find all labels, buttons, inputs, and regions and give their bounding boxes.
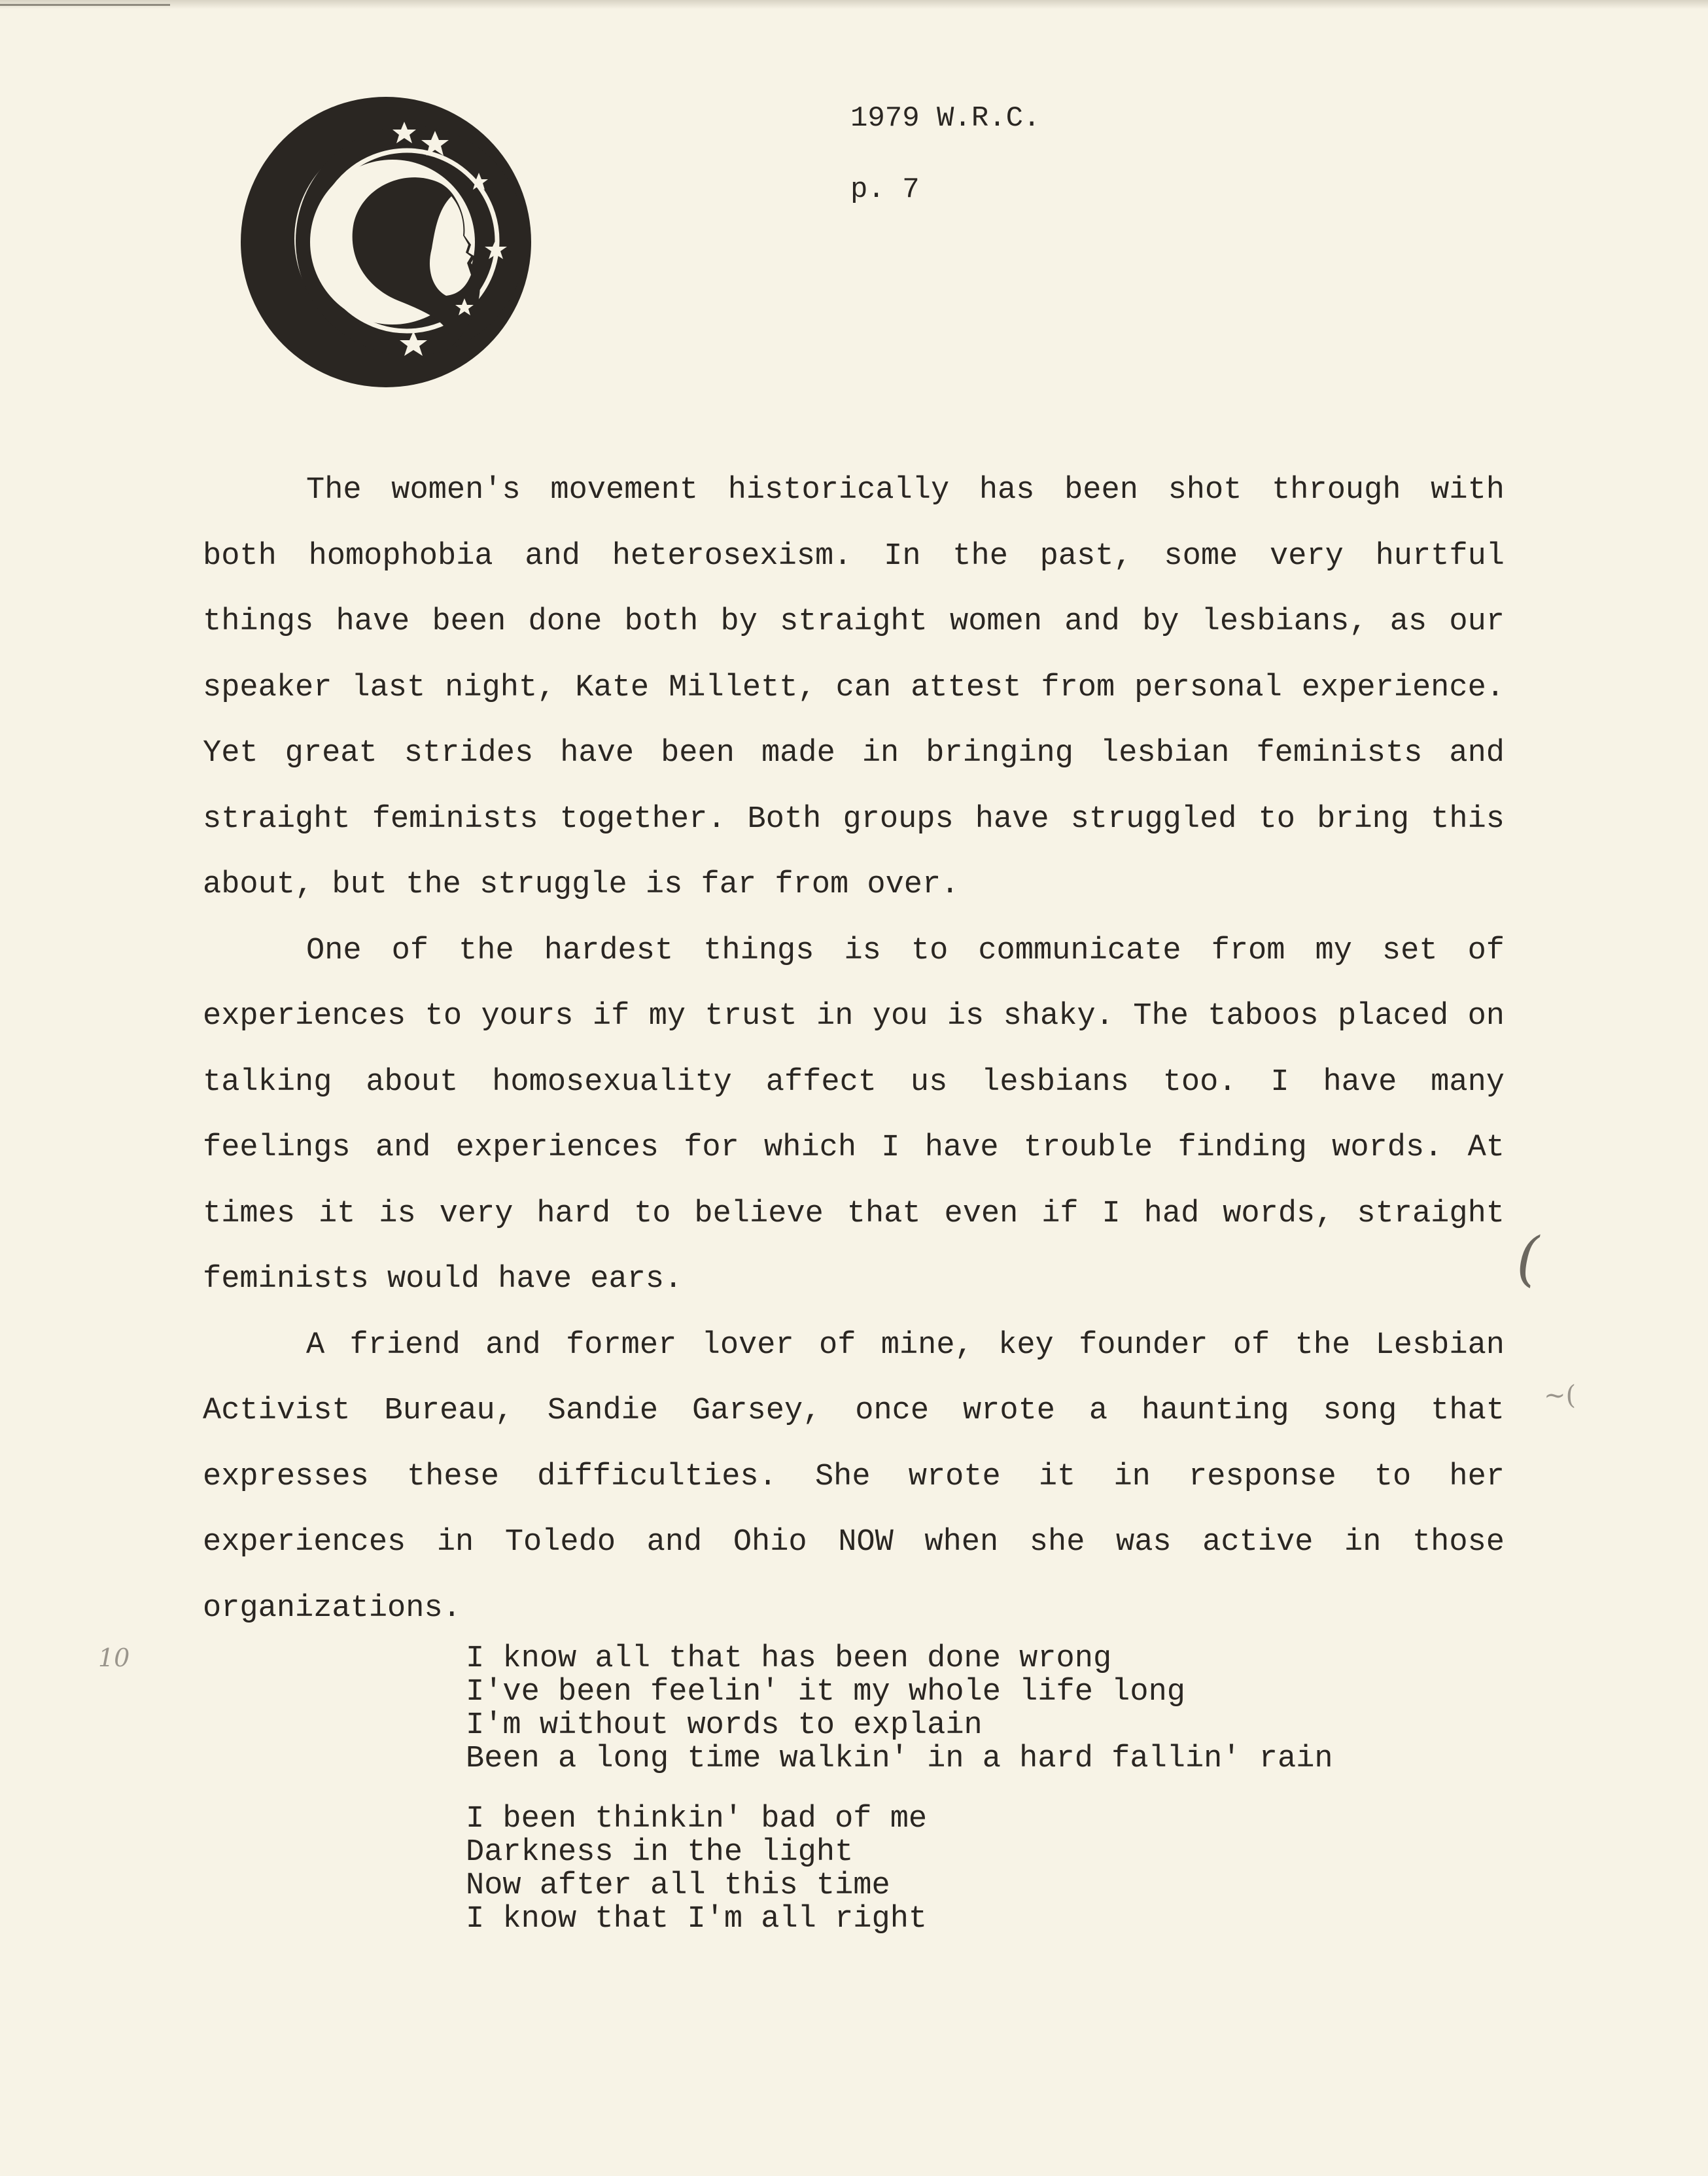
document-header — [850, 101, 1040, 244]
essay-body — [203, 458, 1505, 1641]
margin-page-number-note: 10 — [98, 1643, 130, 1672]
page-number: p. 7 — [850, 173, 920, 206]
paragraph-2: One of the hardest things is to communicate from my set of experiences to yours if my trust in you is shaky. The taboos placed on talking about homosexuality affect us lesbians too. I have many feelings and experiences for which I have trouble finding words. At times it is very hard to believe that even if I had words, straight feminists would have ears. — [203, 933, 1505, 1297]
paragraph-3: A friend and former lover of mine, key founder of the Lesbian Activist Bureau, Sandie Garsey, once wrote a haunting song that expresses these difficulties. She wrote it in response to her experiences in Toledo and Ohio NOW when she was active in those organizations. — [203, 1327, 1505, 1626]
lyric-line: Now after all this time — [466, 1869, 890, 1903]
lyric-line: I'm without words to explain — [466, 1708, 983, 1743]
paragraph-1: The women's movement historically has been shot through with both homophobia and heterosexism. In the past, some very hurtful things have been done both by straight women and by lesbians, as our speaker last night, Kate Millett, can attest from personal experience. Yet great strides have been made in bringing lesbian feminists and straight feminists together. Both groups have struggled to bring this about, but the struggle is far from over. — [203, 473, 1505, 902]
page-top-edge — [0, 0, 1708, 9]
lyric-line: I been thinkin' bad of me — [466, 1802, 928, 1836]
stanza-1 — [466, 1642, 1333, 1776]
song-lyrics — [466, 1642, 1333, 1963]
page-edge-line — [0, 4, 170, 6]
org-year-line: 1979 W.R.C. — [850, 102, 1041, 135]
margin-squiggle-mark: ~( — [1544, 1380, 1577, 1411]
lyric-line: I know that I'm all right — [466, 1902, 928, 1937]
lyric-line: I know all that has been done wrong — [466, 1641, 1112, 1676]
lyric-line: Been a long time walkin' in a hard fallin' rain — [466, 1742, 1333, 1776]
lyric-line: I've been feelin' it my whole life long — [466, 1675, 1185, 1710]
margin-bracket-mark: ( — [1516, 1225, 1540, 1293]
lyric-line: Darkness in the light — [466, 1835, 854, 1870]
stanza-2 — [466, 1802, 1333, 1936]
moon-woman-stars-logo — [235, 92, 536, 393]
